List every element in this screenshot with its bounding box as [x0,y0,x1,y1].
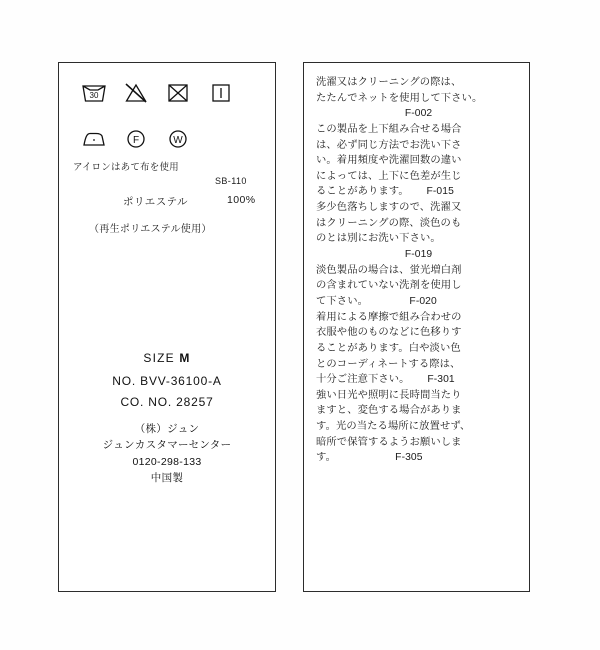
co-number: CO. NO. 28257 [120,395,214,409]
size-label: SIZE [143,351,175,365]
size-value: M [179,351,191,365]
note-line: 淡色製品の場合は、蛍光増白剤 [316,264,462,276]
note-line: い。着用頻度や洗濯回数の違い [316,155,462,167]
company-block [59,421,275,486]
note-line: 洗濯又はクリーニングの際は、 [316,77,462,88]
company-line: （株）ジュン [134,423,200,435]
fabric-percent-text: 100% [227,194,256,206]
sb-code-text: SB-110 [215,176,247,186]
care-symbols-row-2 [81,125,191,151]
note-line: F-019 [316,249,433,261]
note-line: とのコーディネートする際は、 [316,358,461,370]
note-line: はクリーニングの際、淡色のも [316,217,462,229]
iron-low-icon [81,125,107,151]
company-line: ジュンカスタマーセンター [102,439,232,452]
note-line: この製品を上下組み合せる場合 [316,123,462,135]
care-note-text: アイロンはあて布を使用 [73,162,179,173]
care-label-card-left [58,62,276,592]
fabric-name-text: ポリエステル [123,196,189,208]
note-line: す。 F-305 [316,452,423,464]
size-row [59,351,275,365]
note-line: す。光の当たる場所に放置せず、 [316,421,471,433]
note-line: ることがあります。 F-015 [316,186,454,198]
dry-flat-icon [207,79,233,105]
dryclean-f-icon [123,125,149,151]
note-line: 十分ご注意下さい。 F-301 [316,374,455,386]
note-line: のとは別にお洗い下さい。 [316,233,441,245]
no-bleach-icon [123,79,149,105]
note-line: ることがあります。白や淡い色 [316,342,461,354]
note-line: の含まれていない洗剤を使用し [316,280,462,292]
wash-30-icon [81,79,107,105]
product-info-block [59,351,275,486]
note-line: は、必ず同じ方法でお洗い下さ [316,139,462,151]
svg-text:30: 30 [89,91,99,100]
company-line: 中国製 [150,471,184,484]
note-line: 着用による摩擦で組み合わせの [316,311,462,323]
note-line: て下さい。 F-020 [316,295,437,307]
note-line: 衣服や他のものなどに色移りす [316,327,462,339]
note-line: によっては、上下に色差が生じ [316,170,462,182]
svg-text:F: F [132,135,140,146]
svg-text:W: W [173,135,183,146]
company-line: 0120-298-133 [132,455,202,468]
note-line: 多少色落ちしますので、洗濯又 [316,202,462,214]
product-number: NO. BVV-36100-A [112,374,222,388]
no-tumble-dry-icon [165,79,191,105]
care-symbols-row-1 [81,79,233,105]
note-line: F-002 [316,108,433,120]
care-label-card-right [303,62,530,592]
note-line: 強い日光や照明に長時間当たり [316,389,462,401]
fabric-subnote-text: （再生ポリエステル使用） [89,224,212,235]
note-line: ますと、変色する場合がありま [316,405,462,417]
wetclean-w-icon [165,125,191,151]
note-line: 暗所で保管するようお願いしま [316,436,462,448]
care-instructions-text [316,75,519,466]
note-line: たたんでネットを使用して下さい。 [316,92,483,104]
